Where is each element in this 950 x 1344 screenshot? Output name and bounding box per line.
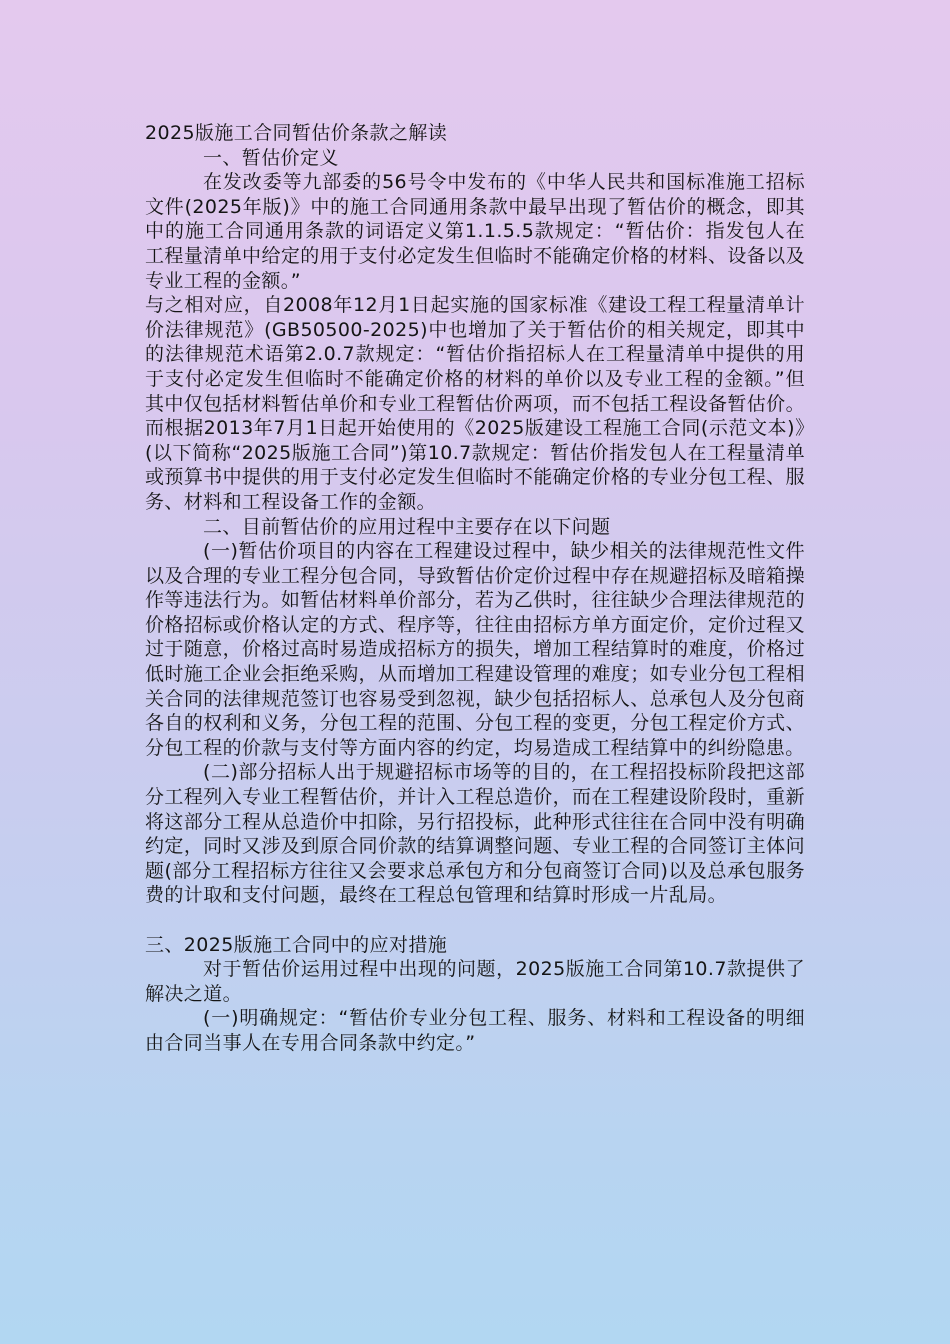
- paragraph-4: (二)部分招标人出于规避招标市场等的目的，在工程招投标阶段把这部分工程列入专业工程暂估价，并计入工程总造价，而在工程建设阶段时，重新将这部分工程从总造价中扣除，另行招投标，此种形式往往在合同中没有明确约定，同时又涉及到原合同价款的结算调整问题、专业工程的合同签订主体问题(部分工程招标方往往又会要求总承包方和分包商签订合同)以及总承包服务费的计取和支付问题，最终在工程总包管理和结算时形成一片乱局。: [145, 761, 805, 907]
- paragraph-5: 对于暂估价运用过程中出现的问题，2025版施工合同第10.7款提供了解决之道。: [145, 958, 805, 1005]
- paragraph-1: 在发改委等九部委的56号令中发布的《中华人民共和国标准施工招标文件(2025年版)》中的施工合同通用条款中最早出现了暂估价的概念，即其中的施工合同通用条款的词语定义第1.1.5.5款规定：“暂估价：指发包人在工程量清单中给定的用于支付必定发生但临时不能确定价格的材料、设备以及专业工程的金额。”: [145, 171, 805, 292]
- document-body: [145, 121, 805, 1056]
- section-2-heading: 二、目前暂估价的应用过程中主要存在以下问题: [203, 515, 611, 538]
- section-1-heading: 一、暂估价定义: [203, 146, 339, 169]
- paragraph-2: 与之相对应，自2008年12月1日起实施的国家标准《建设工程工程量清单计价法律规范》(GB50500-2025)中也增加了关于暂估价的相关规定，即其中的法律规范术语第2.0.7款规定：“暂估价指招标人在工程量清单中提供的用于支付必定发生但临时不能确定价格的材料的单价以及专业工程的金额。”但其中仅包括材料暂估单价和专业工程暂估价两项，而不包括工程设备暂估价。而根据2013年7月1日起开始使用的《2025版建设工程施工合同(示范文本)》(以下简称“2025版施工合同”)第10.7款规定：暂估价指发包人在工程量清单或预算书中提供的用于支付必定发生但临时不能确定价格的专业分包工程、服务、材料和工程设备工作的金额。: [145, 294, 805, 513]
- blank-line: [145, 908, 805, 933]
- section-3-heading: 三、2025版施工合同中的应对措施: [145, 933, 448, 956]
- paragraph-3: (一)暂估价项目的内容在工程建设过程中，缺少相关的法律规范性文件以及合理的专业工程分包合同，导致暂估价定价过程中存在规避招标及暗箱操作等违法行为。如暂估材料单价部分，若为乙供时，往往缺少合理法律规范的价格招标或价格认定的方式、程序等，往往由招标方单方面定价，定价过程又过于随意，价格过高时易造成招标方的损失，增加工程结算时的难度，价格过低时施工企业会拒绝采购，从而增加工程建设管理的难度；如专业分包工程相关合同的法律规范签订也容易受到忽视，缺少包括招标人、总承包人及分包商各自的权利和义务，分包工程的范围、分包工程的变更，分包工程定价方式、分包工程的价款与支付等方面内容的约定，均易造成工程结算中的纠纷隐患。: [145, 540, 805, 759]
- document-title: 2025版施工合同暂估价条款之解读: [145, 122, 448, 144]
- paragraph-6: (一)明确规定：“暂估价专业分包工程、服务、材料和工程设备的明细由合同当事人在专用合同条款中约定。”: [145, 1007, 805, 1054]
